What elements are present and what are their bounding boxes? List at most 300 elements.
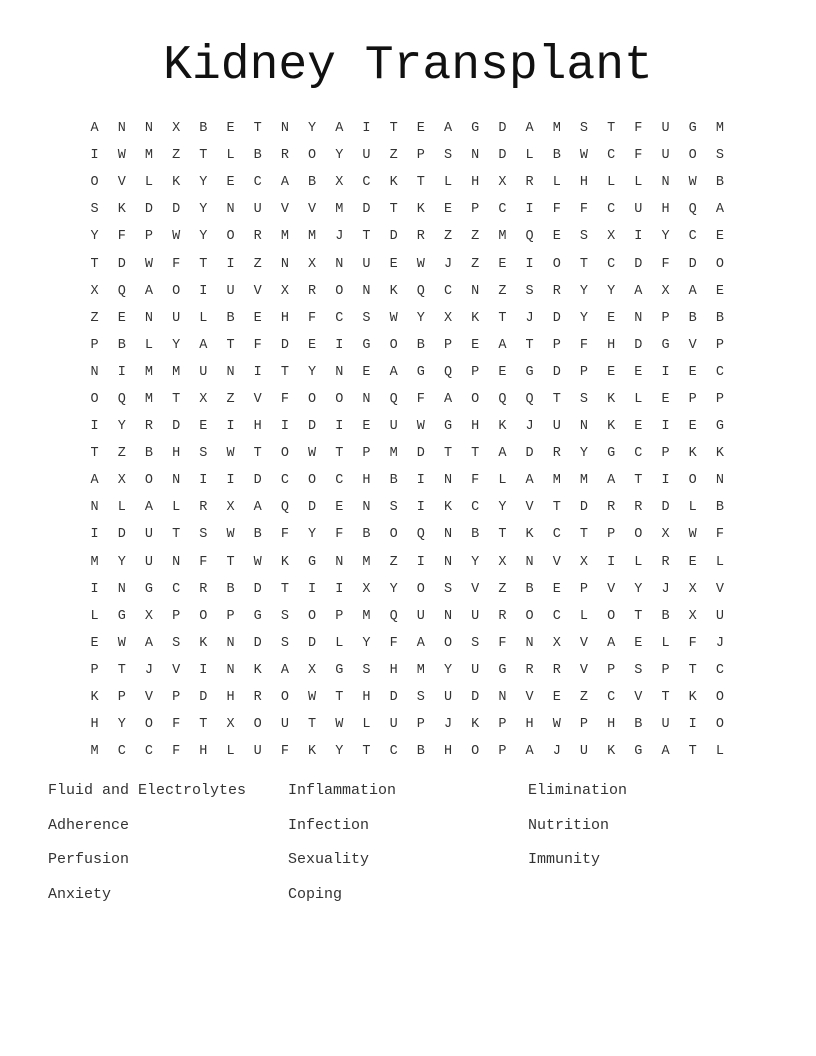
grid-letter[interactable]: Y: [90, 229, 99, 245]
grid-letter[interactable]: Y: [416, 310, 425, 326]
grid-letter[interactable]: Q: [416, 283, 425, 299]
grid-letter[interactable]: M: [335, 202, 344, 218]
grid-letter[interactable]: O: [308, 608, 317, 624]
grid-letter[interactable]: E: [362, 364, 371, 380]
grid-letter[interactable]: L: [525, 148, 534, 164]
grid-letter[interactable]: D: [579, 500, 589, 516]
grid-letter[interactable]: X: [280, 283, 289, 299]
grid-letter[interactable]: H: [362, 690, 371, 706]
grid-letter[interactable]: N: [471, 148, 480, 164]
grid-letter[interactable]: M: [144, 391, 154, 407]
grid-letter[interactable]: E: [634, 419, 643, 435]
grid-letter[interactable]: W: [253, 554, 262, 570]
grid-letter[interactable]: X: [199, 391, 208, 407]
grid-letter[interactable]: Z: [389, 148, 398, 164]
grid-letter[interactable]: I: [661, 364, 670, 380]
grid-letter[interactable]: T: [498, 310, 507, 326]
grid-letter[interactable]: F: [172, 744, 181, 760]
grid-letter[interactable]: E: [253, 310, 262, 326]
grid-letter[interactable]: N: [471, 283, 480, 299]
grid-letter[interactable]: N: [335, 364, 344, 380]
grid-letter[interactable]: H: [280, 310, 289, 326]
grid-letter[interactable]: O: [715, 256, 724, 272]
grid-letter[interactable]: Y: [199, 229, 208, 245]
grid-letter[interactable]: U: [661, 121, 670, 137]
grid-letter[interactable]: A: [498, 446, 507, 462]
grid-letter[interactable]: X: [688, 608, 697, 624]
grid-letter[interactable]: P: [715, 391, 724, 407]
grid-letter[interactable]: F: [471, 473, 480, 489]
grid-letter[interactable]: I: [607, 554, 616, 570]
grid-letter[interactable]: E: [715, 229, 724, 245]
grid-letter[interactable]: N: [335, 554, 344, 570]
grid-letter[interactable]: D: [416, 446, 425, 462]
grid-letter[interactable]: H: [607, 337, 616, 353]
grid-letter[interactable]: D: [253, 635, 262, 651]
grid-letter[interactable]: U: [253, 744, 262, 760]
grid-letter[interactable]: N: [661, 175, 670, 191]
grid-letter[interactable]: U: [634, 202, 643, 218]
grid-letter[interactable]: F: [335, 527, 344, 543]
grid-letter[interactable]: P: [661, 446, 670, 462]
grid-letter[interactable]: Q: [389, 608, 398, 624]
grid-letter[interactable]: T: [389, 202, 398, 218]
grid-letter[interactable]: D: [661, 500, 670, 516]
grid-letter[interactable]: V: [253, 283, 262, 299]
grid-letter[interactable]: K: [416, 202, 425, 218]
grid-letter[interactable]: E: [634, 635, 643, 651]
grid-letter[interactable]: H: [471, 175, 480, 191]
grid-letter[interactable]: E: [688, 419, 697, 435]
grid-letter[interactable]: N: [443, 608, 453, 624]
grid-letter[interactable]: K: [715, 446, 724, 462]
grid-letter[interactable]: L: [634, 391, 643, 407]
grid-letter[interactable]: E: [715, 283, 724, 299]
grid-letter[interactable]: D: [634, 256, 643, 272]
grid-letter[interactable]: C: [144, 744, 154, 760]
grid-letter[interactable]: V: [117, 175, 126, 191]
grid-letter[interactable]: E: [498, 364, 507, 380]
grid-letter[interactable]: O: [525, 608, 534, 624]
grid-letter[interactable]: F: [579, 202, 589, 218]
grid-letter[interactable]: K: [498, 419, 507, 435]
grid-letter[interactable]: L: [172, 500, 181, 516]
grid-letter[interactable]: Z: [443, 229, 453, 245]
grid-letter[interactable]: Y: [471, 554, 480, 570]
grid-letter[interactable]: E: [552, 690, 561, 706]
grid-letter[interactable]: A: [525, 473, 534, 489]
grid-letter[interactable]: T: [389, 121, 398, 137]
grid-letter[interactable]: C: [117, 744, 126, 760]
grid-letter[interactable]: I: [226, 419, 235, 435]
grid-letter[interactable]: W: [688, 175, 697, 191]
grid-letter[interactable]: V: [634, 690, 643, 706]
grid-letter[interactable]: V: [525, 690, 534, 706]
grid-letter[interactable]: Y: [579, 446, 589, 462]
grid-letter[interactable]: T: [199, 717, 208, 733]
grid-letter[interactable]: O: [552, 256, 561, 272]
grid-letter[interactable]: U: [389, 419, 398, 435]
grid-letter[interactable]: E: [634, 364, 643, 380]
grid-letter[interactable]: N: [90, 364, 99, 380]
grid-letter[interactable]: F: [280, 744, 289, 760]
grid-letter[interactable]: E: [688, 364, 697, 380]
grid-letter[interactable]: K: [308, 744, 317, 760]
grid-letter[interactable]: N: [144, 121, 154, 137]
grid-letter[interactable]: C: [607, 690, 616, 706]
grid-letter[interactable]: I: [335, 581, 344, 597]
grid-letter[interactable]: O: [90, 391, 99, 407]
grid-letter[interactable]: I: [335, 337, 344, 353]
grid-letter[interactable]: O: [471, 744, 480, 760]
grid-letter[interactable]: O: [308, 148, 317, 164]
grid-letter[interactable]: K: [525, 527, 534, 543]
grid-letter[interactable]: O: [688, 473, 697, 489]
grid-letter[interactable]: J: [144, 662, 154, 678]
grid-letter[interactable]: Y: [117, 419, 126, 435]
grid-letter[interactable]: L: [607, 175, 616, 191]
grid-letter[interactable]: Y: [389, 581, 398, 597]
grid-letter[interactable]: Y: [308, 121, 317, 137]
grid-letter[interactable]: D: [280, 337, 289, 353]
grid-letter[interactable]: F: [715, 527, 724, 543]
grid-letter[interactable]: S: [471, 635, 480, 651]
grid-letter[interactable]: D: [253, 473, 262, 489]
grid-letter[interactable]: S: [280, 635, 289, 651]
grid-letter[interactable]: S: [579, 391, 589, 407]
grid-letter[interactable]: B: [416, 744, 425, 760]
grid-letter[interactable]: K: [117, 202, 126, 218]
grid-letter[interactable]: M: [362, 554, 371, 570]
grid-letter[interactable]: Z: [253, 256, 262, 272]
grid-letter[interactable]: S: [715, 148, 724, 164]
grid-letter[interactable]: D: [117, 256, 126, 272]
grid-letter[interactable]: W: [226, 527, 235, 543]
grid-letter[interactable]: E: [443, 202, 453, 218]
grid-letter[interactable]: T: [172, 527, 181, 543]
grid-letter[interactable]: D: [172, 202, 181, 218]
grid-letter[interactable]: U: [661, 717, 670, 733]
grid-letter[interactable]: A: [661, 744, 670, 760]
grid-letter[interactable]: P: [90, 337, 99, 353]
grid-letter[interactable]: O: [199, 608, 208, 624]
grid-letter[interactable]: T: [90, 446, 99, 462]
grid-letter[interactable]: C: [389, 744, 398, 760]
grid-letter[interactable]: U: [471, 608, 480, 624]
grid-letter[interactable]: L: [443, 175, 453, 191]
grid-letter[interactable]: X: [226, 717, 235, 733]
grid-letter[interactable]: E: [226, 121, 235, 137]
grid-letter[interactable]: V: [607, 581, 616, 597]
grid-letter[interactable]: O: [389, 337, 398, 353]
grid-letter[interactable]: S: [362, 662, 371, 678]
grid-letter[interactable]: O: [280, 690, 289, 706]
grid-letter[interactable]: W: [308, 690, 317, 706]
grid-letter[interactable]: O: [226, 229, 235, 245]
grid-letter[interactable]: W: [552, 717, 561, 733]
grid-letter[interactable]: H: [607, 717, 616, 733]
grid-letter[interactable]: T: [525, 337, 534, 353]
grid-letter[interactable]: X: [117, 473, 126, 489]
grid-letter[interactable]: I: [90, 148, 99, 164]
grid-letter[interactable]: D: [498, 148, 507, 164]
grid-letter[interactable]: D: [308, 635, 317, 651]
grid-letter[interactable]: O: [280, 446, 289, 462]
grid-letter[interactable]: D: [498, 121, 507, 137]
grid-letter[interactable]: L: [199, 310, 208, 326]
grid-letter[interactable]: E: [308, 337, 317, 353]
grid-letter[interactable]: I: [308, 581, 317, 597]
grid-letter[interactable]: O: [416, 581, 425, 597]
grid-letter[interactable]: W: [335, 717, 344, 733]
grid-letter[interactable]: Q: [280, 500, 289, 516]
grid-letter[interactable]: A: [335, 121, 344, 137]
grid-letter[interactable]: W: [117, 148, 126, 164]
grid-letter[interactable]: P: [471, 364, 480, 380]
grid-letter[interactable]: I: [525, 256, 534, 272]
grid-letter[interactable]: X: [443, 310, 453, 326]
grid-letter[interactable]: H: [253, 419, 262, 435]
grid-letter[interactable]: R: [525, 175, 534, 191]
grid-letter[interactable]: I: [117, 364, 126, 380]
grid-letter[interactable]: M: [144, 364, 154, 380]
grid-letter[interactable]: P: [715, 337, 724, 353]
grid-letter[interactable]: A: [607, 473, 616, 489]
grid-letter[interactable]: T: [471, 446, 480, 462]
grid-letter[interactable]: O: [144, 717, 154, 733]
grid-letter[interactable]: L: [579, 608, 589, 624]
grid-letter[interactable]: W: [117, 635, 126, 651]
grid-letter[interactable]: T: [335, 690, 344, 706]
grid-letter[interactable]: F: [552, 202, 561, 218]
grid-letter[interactable]: P: [498, 717, 507, 733]
grid-letter[interactable]: A: [280, 662, 289, 678]
grid-letter[interactable]: P: [579, 581, 589, 597]
grid-letter[interactable]: T: [362, 744, 371, 760]
grid-letter[interactable]: B: [661, 608, 670, 624]
grid-letter[interactable]: G: [688, 121, 697, 137]
grid-letter[interactable]: T: [280, 364, 289, 380]
grid-letter[interactable]: E: [471, 337, 480, 353]
grid-letter[interactable]: B: [253, 527, 262, 543]
grid-letter[interactable]: R: [199, 500, 208, 516]
grid-letter[interactable]: H: [443, 744, 453, 760]
grid-letter[interactable]: E: [607, 364, 616, 380]
grid-letter[interactable]: F: [688, 635, 697, 651]
grid-letter[interactable]: X: [335, 175, 344, 191]
grid-letter[interactable]: G: [634, 744, 643, 760]
grid-letter[interactable]: D: [308, 500, 317, 516]
grid-letter[interactable]: A: [144, 283, 154, 299]
grid-letter[interactable]: R: [661, 554, 670, 570]
grid-letter[interactable]: T: [199, 256, 208, 272]
grid-letter[interactable]: I: [90, 419, 99, 435]
grid-letter[interactable]: Q: [688, 202, 697, 218]
grid-letter[interactable]: H: [362, 473, 371, 489]
grid-letter[interactable]: E: [416, 121, 425, 137]
grid-letter[interactable]: T: [362, 229, 371, 245]
grid-letter[interactable]: R: [416, 229, 425, 245]
grid-letter[interactable]: Z: [226, 391, 235, 407]
grid-letter[interactable]: B: [552, 148, 561, 164]
grid-letter[interactable]: X: [661, 527, 670, 543]
grid-letter[interactable]: E: [362, 419, 371, 435]
grid-letter[interactable]: E: [335, 500, 344, 516]
grid-letter[interactable]: Y: [362, 635, 371, 651]
grid-letter[interactable]: I: [362, 121, 371, 137]
grid-letter[interactable]: Y: [607, 283, 616, 299]
grid-letter[interactable]: Z: [498, 581, 507, 597]
grid-letter[interactable]: O: [634, 527, 643, 543]
grid-letter[interactable]: T: [308, 717, 317, 733]
grid-letter[interactable]: X: [661, 283, 670, 299]
grid-letter[interactable]: J: [715, 635, 724, 651]
grid-letter[interactable]: N: [634, 310, 643, 326]
grid-letter[interactable]: N: [280, 256, 289, 272]
grid-letter[interactable]: M: [715, 121, 724, 137]
grid-letter[interactable]: Y: [117, 554, 126, 570]
grid-letter[interactable]: L: [715, 554, 724, 570]
grid-letter[interactable]: M: [90, 554, 99, 570]
grid-letter[interactable]: P: [416, 148, 425, 164]
grid-letter[interactable]: L: [552, 175, 561, 191]
grid-letter[interactable]: A: [416, 635, 425, 651]
grid-letter[interactable]: N: [226, 662, 235, 678]
grid-letter[interactable]: Q: [389, 391, 398, 407]
grid-letter[interactable]: P: [471, 202, 480, 218]
grid-letter[interactable]: S: [90, 202, 99, 218]
grid-letter[interactable]: K: [607, 391, 616, 407]
grid-letter[interactable]: Z: [172, 148, 181, 164]
grid-letter[interactable]: T: [688, 744, 697, 760]
grid-letter[interactable]: K: [688, 446, 697, 462]
grid-letter[interactable]: S: [579, 121, 589, 137]
grid-letter[interactable]: T: [579, 256, 589, 272]
grid-letter[interactable]: T: [607, 121, 616, 137]
grid-letter[interactable]: E: [552, 581, 561, 597]
grid-letter[interactable]: A: [607, 635, 616, 651]
grid-letter[interactable]: L: [335, 635, 344, 651]
grid-letter[interactable]: F: [172, 717, 181, 733]
grid-letter[interactable]: V: [308, 202, 317, 218]
grid-letter[interactable]: D: [117, 527, 126, 543]
grid-letter[interactable]: R: [253, 690, 262, 706]
grid-letter[interactable]: T: [90, 256, 99, 272]
grid-letter[interactable]: X: [308, 256, 317, 272]
grid-letter[interactable]: Y: [308, 527, 317, 543]
grid-letter[interactable]: T: [172, 391, 181, 407]
grid-letter[interactable]: M: [308, 229, 317, 245]
grid-letter[interactable]: P: [579, 717, 589, 733]
grid-letter[interactable]: N: [362, 283, 371, 299]
grid-letter[interactable]: B: [253, 148, 262, 164]
grid-letter[interactable]: C: [688, 229, 697, 245]
grid-letter[interactable]: W: [416, 419, 425, 435]
grid-letter[interactable]: L: [226, 148, 235, 164]
grid-letter[interactable]: D: [471, 690, 480, 706]
grid-letter[interactable]: B: [199, 121, 208, 137]
grid-letter[interactable]: R: [144, 419, 154, 435]
grid-letter[interactable]: F: [280, 527, 289, 543]
grid-letter[interactable]: Y: [661, 229, 670, 245]
grid-letter[interactable]: N: [335, 256, 344, 272]
grid-letter[interactable]: T: [226, 554, 235, 570]
grid-letter[interactable]: A: [525, 744, 534, 760]
grid-letter[interactable]: C: [715, 662, 724, 678]
grid-letter[interactable]: P: [90, 662, 99, 678]
grid-letter[interactable]: K: [471, 310, 480, 326]
grid-letter[interactable]: A: [90, 473, 99, 489]
grid-letter[interactable]: I: [226, 256, 235, 272]
grid-letter[interactable]: Y: [117, 717, 126, 733]
grid-letter[interactable]: T: [253, 446, 262, 462]
grid-letter[interactable]: H: [579, 175, 589, 191]
grid-letter[interactable]: N: [525, 635, 534, 651]
grid-letter[interactable]: N: [579, 419, 589, 435]
grid-letter[interactable]: O: [335, 391, 344, 407]
grid-letter[interactable]: U: [552, 419, 561, 435]
grid-letter[interactable]: K: [607, 744, 616, 760]
grid-letter[interactable]: T: [335, 446, 344, 462]
grid-letter[interactable]: O: [688, 148, 697, 164]
grid-letter[interactable]: C: [552, 527, 561, 543]
grid-letter[interactable]: P: [661, 662, 670, 678]
grid-letter[interactable]: O: [471, 391, 480, 407]
grid-letter[interactable]: T: [552, 391, 561, 407]
grid-letter[interactable]: U: [172, 310, 181, 326]
grid-letter[interactable]: G: [525, 364, 534, 380]
grid-letter[interactable]: Y: [579, 283, 589, 299]
grid-letter[interactable]: D: [552, 364, 561, 380]
grid-letter[interactable]: S: [389, 500, 398, 516]
grid-letter[interactable]: M: [172, 364, 181, 380]
grid-letter[interactable]: U: [280, 717, 289, 733]
grid-letter[interactable]: N: [117, 121, 126, 137]
grid-letter[interactable]: X: [498, 554, 507, 570]
grid-letter[interactable]: H: [661, 202, 670, 218]
grid-letter[interactable]: S: [199, 527, 208, 543]
grid-letter[interactable]: G: [715, 419, 724, 435]
grid-letter[interactable]: U: [199, 364, 208, 380]
grid-letter[interactable]: S: [525, 283, 534, 299]
grid-letter[interactable]: Z: [498, 283, 507, 299]
grid-letter[interactable]: T: [253, 121, 262, 137]
grid-letter[interactable]: I: [525, 202, 534, 218]
grid-letter[interactable]: W: [226, 446, 235, 462]
grid-letter[interactable]: Y: [498, 500, 507, 516]
grid-letter[interactable]: S: [199, 446, 208, 462]
grid-letter[interactable]: X: [90, 283, 99, 299]
grid-letter[interactable]: F: [117, 229, 126, 245]
grid-letter[interactable]: V: [688, 337, 697, 353]
grid-letter[interactable]: O: [715, 717, 724, 733]
grid-letter[interactable]: B: [471, 527, 480, 543]
grid-letter[interactable]: K: [172, 175, 181, 191]
grid-letter[interactable]: K: [389, 283, 398, 299]
grid-letter[interactable]: H: [226, 690, 235, 706]
grid-letter[interactable]: G: [362, 337, 371, 353]
grid-letter[interactable]: Q: [498, 391, 507, 407]
grid-letter[interactable]: Y: [172, 337, 181, 353]
grid-letter[interactable]: S: [634, 662, 643, 678]
grid-letter[interactable]: A: [389, 364, 398, 380]
grid-letter[interactable]: W: [688, 527, 697, 543]
grid-letter[interactable]: Z: [579, 690, 589, 706]
grid-letter[interactable]: I: [90, 581, 99, 597]
grid-letter[interactable]: U: [443, 690, 453, 706]
grid-letter[interactable]: F: [172, 256, 181, 272]
grid-letter[interactable]: I: [688, 717, 697, 733]
